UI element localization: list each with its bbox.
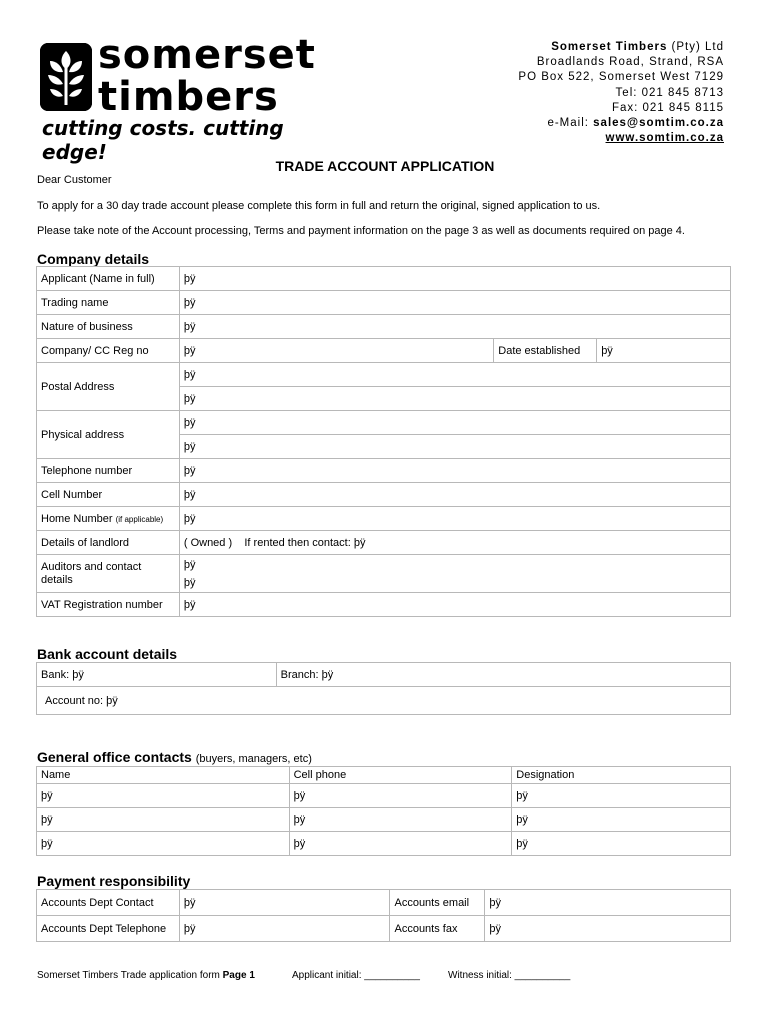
bank-cell xyxy=(37,663,277,687)
home-label-text: Home Number xyxy=(41,512,113,525)
contact-1-designation-field[interactable]: þÿ xyxy=(512,784,731,808)
trading-name-label: Trading name xyxy=(37,291,180,315)
email-label: e-Mail: xyxy=(547,117,594,130)
accounts-telephone-field[interactable]: þÿ xyxy=(179,916,390,942)
account-label: Account no: xyxy=(45,694,104,707)
contacts-col-designation: Designation xyxy=(512,767,731,784)
contacts-heading xyxy=(37,749,312,765)
company-suffix: (Pty) Ltd xyxy=(667,41,724,53)
contact-1-cell-field[interactable]: þÿ xyxy=(289,784,512,808)
physical-label: Physical address xyxy=(37,411,180,459)
logo-word-timbers: timbers xyxy=(98,74,279,120)
contact-3-designation-field[interactable]: þÿ xyxy=(512,832,731,856)
cell-label: Cell Number xyxy=(37,483,180,507)
accounts-fax-field[interactable]: þÿ xyxy=(485,916,731,942)
company-address-block xyxy=(518,40,724,146)
landlord-cell xyxy=(179,531,730,555)
auditors-field[interactable] xyxy=(179,555,730,593)
contact-2-name-field[interactable]: þÿ xyxy=(37,808,290,832)
postal-label: Postal Address xyxy=(37,363,180,411)
accounts-email-field[interactable]: þÿ xyxy=(485,890,731,916)
applicant-label: Applicant (Name in full) xyxy=(37,267,180,291)
contacts-table xyxy=(36,766,731,856)
bank-field[interactable]: þÿ xyxy=(72,668,84,681)
landlord-label: Details of landlord xyxy=(37,531,180,555)
bank-label: Bank: xyxy=(41,668,70,681)
postal-field-2[interactable]: þÿ xyxy=(179,387,730,411)
payment-heading: Payment responsibility xyxy=(37,873,191,889)
accounts-fax-label: Accounts fax xyxy=(390,916,485,942)
applicant-initial[interactable]: Applicant initial: __________ xyxy=(292,970,420,981)
accounts-contact-field[interactable]: þÿ xyxy=(179,890,390,916)
applicant-field[interactable]: þÿ xyxy=(179,267,730,291)
physical-field-2[interactable]: þÿ xyxy=(179,435,730,459)
bank-details-table xyxy=(36,662,731,715)
contact-3-cell-field[interactable]: þÿ xyxy=(289,832,512,856)
home-label-note: (if applicable) xyxy=(115,514,164,524)
intro-paragraph-2: Please take note of the Account processing, Terms and payment information on the page 3 as well as documents required on page 4. xyxy=(37,225,685,237)
branch-cell xyxy=(276,663,730,687)
company-name: Somerset Timbers xyxy=(551,41,668,53)
cell-field[interactable]: þÿ xyxy=(179,483,730,507)
contacts-heading-text: General office contacts xyxy=(37,749,192,765)
accounts-telephone-label: Accounts Dept Telephone xyxy=(37,916,180,942)
company-logo xyxy=(40,32,316,164)
footer-form-text: Somerset Timbers Trade application form xyxy=(37,970,223,981)
logo-tagline: cutting costs. cutting edge! xyxy=(42,116,284,164)
contact-2-cell-field[interactable]: þÿ xyxy=(289,808,512,832)
logo-word-somerset: somerset xyxy=(98,32,316,78)
branch-label: Branch: xyxy=(280,668,319,681)
auditors-field-line-1[interactable]: þÿ xyxy=(183,558,196,571)
date-established-label: Date established xyxy=(494,339,597,363)
vat-label: VAT Registration number xyxy=(37,593,180,617)
company-email-link[interactable]: sales@somtim.co.za xyxy=(593,117,724,130)
postal-field-1[interactable]: þÿ xyxy=(179,363,730,387)
home-label xyxy=(37,507,180,531)
nature-label: Nature of business xyxy=(37,315,180,339)
branch-field[interactable]: þÿ xyxy=(321,668,334,681)
owned-option[interactable]: ( Owned ) xyxy=(183,536,233,549)
document-title: TRADE ACCOUNT APPLICATION xyxy=(275,158,495,174)
company-fax: Fax: 021 845 8115 xyxy=(611,101,724,114)
physical-field-1[interactable]: þÿ xyxy=(179,411,730,435)
contact-1-name-field[interactable]: þÿ xyxy=(37,784,290,808)
home-field[interactable]: þÿ xyxy=(179,507,730,531)
contacts-col-cell: Cell phone xyxy=(289,767,512,784)
accounts-contact-label: Accounts Dept Contact xyxy=(37,890,180,916)
accounts-email-label: Accounts email xyxy=(390,890,485,916)
telephone-field[interactable]: þÿ xyxy=(179,459,730,483)
footer-form-label xyxy=(37,970,255,981)
contacts-subheading: (buyers, managers, etc) xyxy=(195,753,312,765)
company-details-heading: Company details xyxy=(37,251,150,267)
address-line-2: PO Box 522, Somerset West 7129 xyxy=(518,71,724,84)
trading-name-field[interactable]: þÿ xyxy=(179,291,730,315)
nature-field[interactable]: þÿ xyxy=(179,315,730,339)
telephone-label: Telephone number xyxy=(37,459,180,483)
vat-field[interactable]: þÿ xyxy=(179,593,730,617)
contacts-col-name: Name xyxy=(37,767,290,784)
reg-no-label: Company/ CC Reg no xyxy=(37,339,180,363)
payment-table xyxy=(36,889,731,942)
footer-page-number: Page 1 xyxy=(222,970,255,981)
bank-details-heading: Bank account details xyxy=(37,646,178,662)
date-established-field[interactable]: þÿ xyxy=(597,339,731,363)
company-tel: Tel: 021 845 8713 xyxy=(615,86,724,99)
company-details-table xyxy=(36,266,731,617)
reg-no-field[interactable]: þÿ xyxy=(179,339,493,363)
auditors-field-line-2[interactable]: þÿ xyxy=(183,576,196,589)
company-website-link[interactable]: www.somtim.co.za xyxy=(605,132,724,145)
account-cell xyxy=(37,687,731,715)
witness-initial[interactable]: Witness initial: __________ xyxy=(448,970,571,981)
auditors-label: Auditors and contact details xyxy=(37,555,180,593)
contact-3-name-field[interactable]: þÿ xyxy=(37,832,290,856)
rented-label: If rented then contact: xyxy=(244,536,351,549)
greeting: Dear Customer xyxy=(37,174,112,186)
landlord-contact-field[interactable]: þÿ xyxy=(353,536,366,549)
address-line-1: Broadlands Road, Strand, RSA xyxy=(536,56,724,69)
intro-paragraph-1: To apply for a 30 day trade account please complete this form in full and return the original, signed application to us. xyxy=(37,200,601,212)
leaf-logo-icon xyxy=(40,43,92,111)
account-field[interactable]: þÿ xyxy=(106,694,118,707)
contact-2-designation-field[interactable]: þÿ xyxy=(512,808,731,832)
